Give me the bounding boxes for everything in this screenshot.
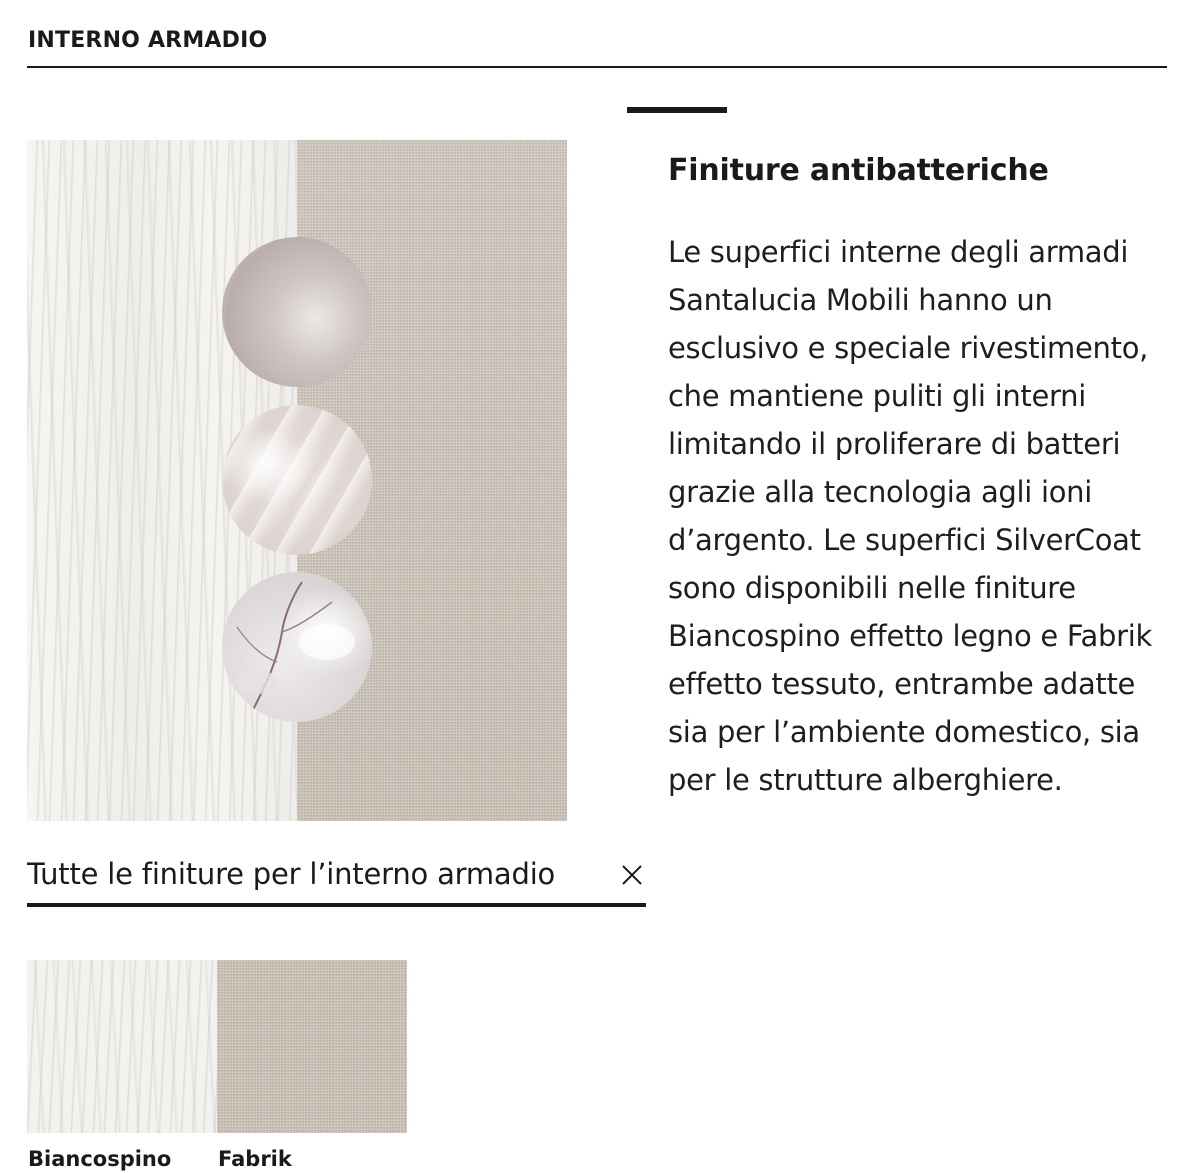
swatch-fabrik-image (217, 960, 407, 1133)
accent-bar (627, 107, 727, 113)
all-finishes-link[interactable] (27, 853, 646, 907)
swatch-fabrik[interactable] (217, 960, 407, 1133)
all-finishes-label: Tutte le finiture per l’interno armadio (27, 857, 556, 891)
top-divider (27, 66, 1167, 68)
swatch-biancospino-image (27, 960, 217, 1133)
plant-sample-circle (222, 572, 372, 722)
metal-sample-circle (222, 237, 372, 387)
branch-illustration (222, 572, 372, 722)
article-heading: Finiture antibatteriche (668, 153, 1049, 188)
swatch-label-fabrik: Fabrik (218, 1147, 292, 1171)
article-body: Le superfici interne degli armadi Santalucia Mobili hanno un esclusivo e speciale rivestimento, che mantiene puliti gli interni limitando il proliferare di batteri grazie alla tecnologia agli ioni d’argento. Le superfici SilverCoat sono disponibili nelle finiture Biancospino effetto legno e Fabrik effetto tessuto, entrambe adatte sia per l’ambiente domestico, sia per le strutture alberghiere. (668, 235, 1152, 797)
swatch-biancospino[interactable] (27, 960, 217, 1133)
swatch-label-biancospino: Biancospino (28, 1147, 172, 1171)
hero-image (27, 140, 567, 821)
close-icon[interactable] (620, 863, 644, 887)
section-title: INTERNO ARMADIO (28, 28, 268, 53)
water-sample-circle (222, 405, 372, 555)
